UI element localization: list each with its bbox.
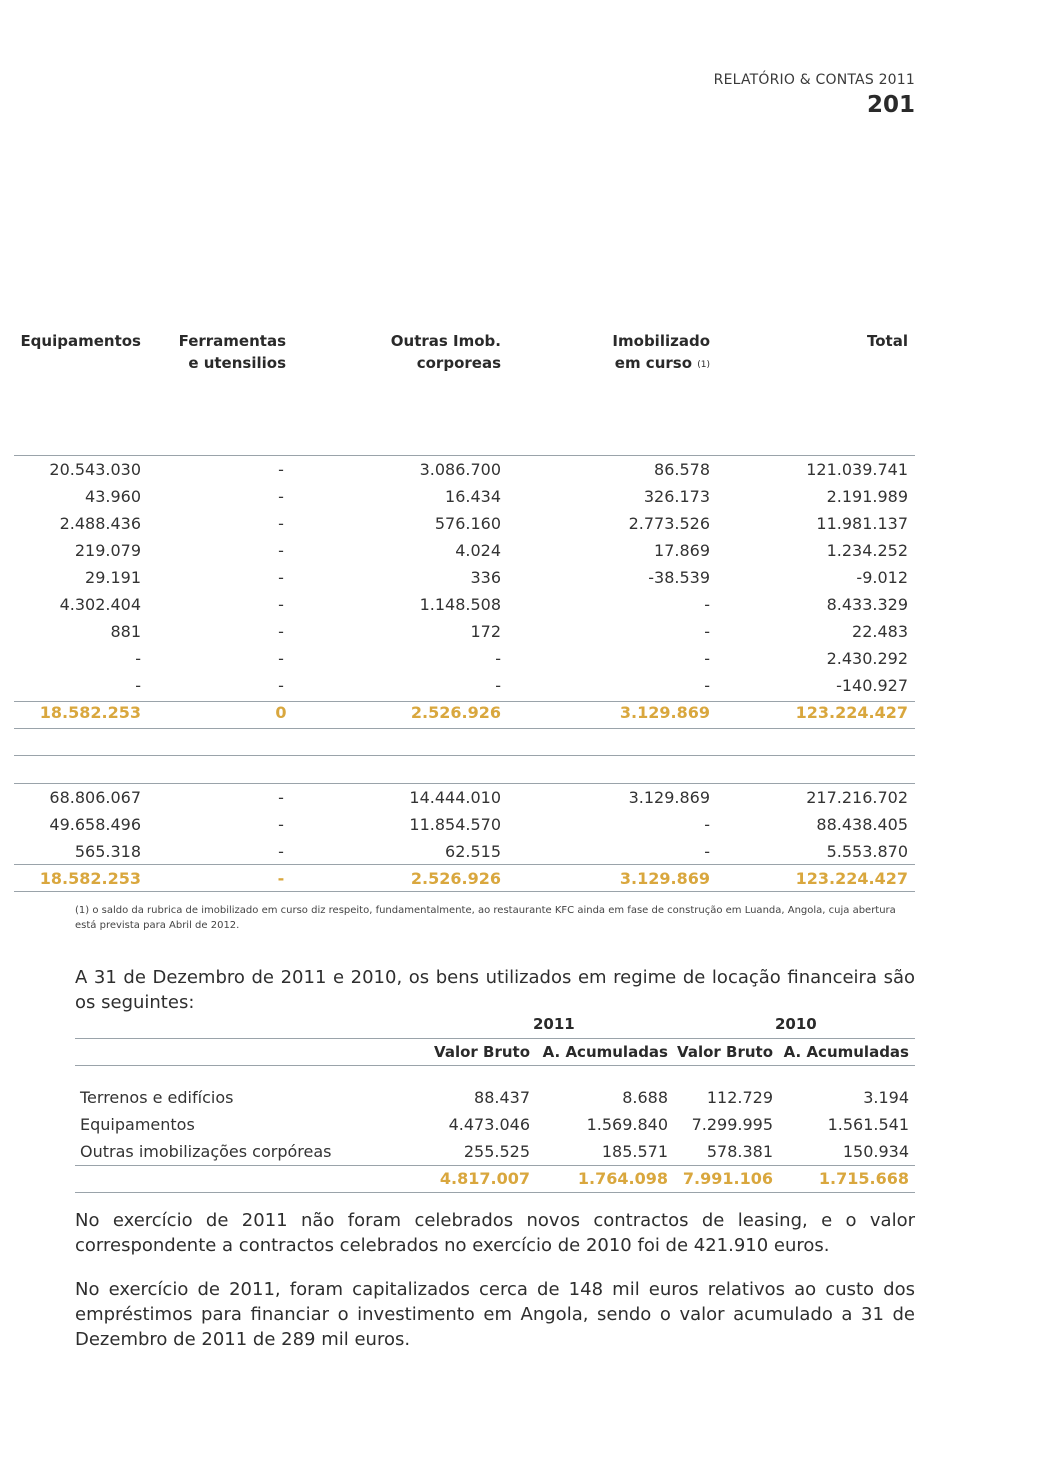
total-row [0, 699, 1039, 726]
paragraph-capitalized: No exercício de 2011, foram capitalizados cerca de 148 mil euros relativos ao custo dos empréstimos para financiar o investimento em Angola, sendo o valor acumulado a 31 de Dezembro de 2011 de 289 mil euros. [75, 1279, 915, 1350]
table-cell: - [135, 649, 141, 668]
table-row [0, 564, 1039, 591]
table-cell: 217.216.702 [806, 788, 908, 807]
table-cell: 1.234.252 [826, 541, 908, 560]
table-cell: 16.434 [445, 487, 501, 506]
table-cell: 2.488.436 [59, 514, 141, 533]
table-cell: Equipamentos [80, 1115, 195, 1134]
table-cell: - [277, 869, 285, 888]
table-row [0, 510, 1039, 537]
table-cell: 565.318 [74, 842, 141, 861]
table-cell: 88.437 [474, 1088, 530, 1107]
total-row [0, 865, 1039, 892]
sub-header-acumuladas-2010: A. Acumuladas [783, 1043, 909, 1061]
table-cell: - [278, 842, 284, 861]
table-cell: - [278, 788, 284, 807]
col-header-outras-imob: Outras Imob. corporeas [390, 332, 501, 372]
table-cell: 2.526.926 [410, 703, 501, 722]
table-cell: 86.578 [654, 460, 710, 479]
table-cell: 4.024 [455, 541, 501, 560]
table-cell: 255.525 [463, 1142, 530, 1161]
table-cell: - [495, 649, 501, 668]
table-cell: 121.039.741 [806, 460, 908, 479]
rule-line [14, 755, 915, 756]
table-cell: 3.129.869 [619, 869, 710, 888]
table-cell: 185.571 [601, 1142, 668, 1161]
rule-line [75, 1038, 915, 1039]
table-cell: -140.927 [836, 676, 908, 695]
col-header-equipamentos: Equipamentos [20, 332, 141, 350]
table-cell: 3.129.869 [628, 788, 710, 807]
table-cell: 68.806.067 [49, 788, 141, 807]
table-cell: 43.960 [85, 487, 141, 506]
table-cell: 123.224.427 [795, 869, 908, 888]
table-cell: 18.582.253 [39, 703, 141, 722]
table-cell: - [135, 676, 141, 695]
table-cell: 4.473.046 [448, 1115, 530, 1134]
table-cell: 2.430.292 [826, 649, 908, 668]
col-header-ferramentas: Ferramentas e utensilios [178, 332, 286, 372]
table-cell: - [278, 541, 284, 560]
table-cell: - [704, 815, 710, 834]
table-cell: - [278, 649, 284, 668]
footnote: (1) o saldo da rubrica de imobilizado em curso diz respeito, fundamentalmente, ao restaurante KFC ainda em fase de construção em Luanda, Angola, cuja abertura está prevista para Abril de 2012. [75, 905, 896, 931]
col-header-imobilizado: Imobilizado em curso $^{(1)}$ [612, 332, 710, 372]
table-cell: 219.079 [74, 541, 141, 560]
table-cell: -38.539 [648, 568, 710, 587]
table-row [75, 1138, 915, 1165]
table-cell: 172 [470, 622, 501, 641]
table-cell: - [278, 487, 284, 506]
table-row [0, 811, 1039, 838]
table-cell: 4.302.404 [59, 595, 141, 614]
table-cell: 22.483 [852, 622, 908, 641]
total-row [75, 1165, 915, 1192]
table-cell: 2.191.989 [826, 487, 908, 506]
table-cell: 3.194 [863, 1088, 909, 1107]
table-cell: 150.934 [842, 1142, 909, 1161]
table-cell: 4.817.007 [439, 1169, 530, 1188]
table-cell: 14.444.010 [409, 788, 501, 807]
table-cell: - [278, 460, 284, 479]
rule-line [75, 1165, 915, 1166]
table-cell: - [278, 595, 284, 614]
paragraph-intro: A 31 de Dezembro de 2011 e 2010, os bens utilizados em regime de locação financeira são os seguintes: [75, 967, 915, 1013]
col-header-total: Total [867, 332, 908, 350]
table-row [0, 591, 1039, 618]
table-cell: - [278, 622, 284, 641]
sub-header-acumuladas-2011: A. Acumuladas [542, 1043, 668, 1061]
table-cell: - [278, 676, 284, 695]
rule-line [75, 1065, 915, 1066]
table-cell: 1.569.840 [586, 1115, 668, 1134]
paragraph-leasing: No exercício de 2011 não foram celebrados novos contractos de leasing, e o valor correspondente a contractos celebrados no exercício de 2010 foi de 421.910 euros. [75, 1210, 915, 1256]
table-cell: 578.381 [706, 1142, 773, 1161]
table-cell: 17.869 [654, 541, 710, 560]
table-cell: - [704, 595, 710, 614]
table-cell: 2.526.926 [410, 869, 501, 888]
table-row [0, 618, 1039, 645]
table-cell: 49.658.496 [49, 815, 141, 834]
table-cell: 1.148.508 [419, 595, 501, 614]
table-cell: - [704, 622, 710, 641]
table-row [0, 483, 1039, 510]
table-cell: 29.191 [85, 568, 141, 587]
table-cell: 7.991.106 [682, 1169, 773, 1188]
table-cell: - [278, 815, 284, 834]
table-cell: 11.854.570 [409, 815, 501, 834]
sub-header-valor-bruto-2010: Valor Bruto [677, 1043, 773, 1061]
table-cell: -9.012 [856, 568, 908, 587]
table-bottom-block [0, 784, 1039, 892]
table-cell: 3.086.700 [419, 460, 501, 479]
table-cell: - [704, 649, 710, 668]
table-cell: 18.582.253 [39, 869, 141, 888]
table-row [0, 537, 1039, 564]
table-cell: 112.729 [706, 1088, 773, 1107]
table-cell: 1.764.098 [577, 1169, 668, 1188]
table-row [0, 456, 1039, 483]
year-header-2011: 2011 [533, 1015, 575, 1033]
table-cell: Outras imobilizações corpóreas [80, 1142, 332, 1161]
table-cell: 62.515 [445, 842, 501, 861]
table-row [0, 838, 1039, 865]
table-cell: 0 [275, 703, 287, 722]
table-cell: 8.688 [622, 1088, 668, 1107]
page-number: 201 [866, 92, 915, 118]
rule-line [75, 1192, 915, 1193]
table-cell: 2.773.526 [628, 514, 710, 533]
table-cell: 8.433.329 [826, 595, 908, 614]
table-cell: - [495, 676, 501, 695]
table-cell: 11.981.137 [816, 514, 908, 533]
table-cell: 123.224.427 [795, 703, 908, 722]
table-cell: 7.299.995 [691, 1115, 773, 1134]
table-cell: 20.543.030 [49, 460, 141, 479]
table-cell: 1.715.668 [818, 1169, 909, 1188]
table-cell: Terrenos e edifícios [80, 1088, 234, 1107]
table-cell: - [278, 568, 284, 587]
table-cell: - [704, 842, 710, 861]
table-cell: 88.438.405 [816, 815, 908, 834]
table-row [0, 672, 1039, 699]
table-cell: 5.553.870 [826, 842, 908, 861]
table-cell: - [278, 514, 284, 533]
table-cell: - [704, 676, 710, 695]
table-cell: 326.173 [643, 487, 710, 506]
table-top-block [0, 456, 1039, 726]
table-cell: 3.129.869 [619, 703, 710, 722]
table-cell: 1.561.541 [827, 1115, 909, 1134]
table-row [75, 1111, 915, 1138]
rule-line [14, 728, 915, 729]
table-cell: 336 [470, 568, 501, 587]
footnote-marker: (1) [697, 360, 710, 370]
sub-header-valor-bruto-2011: Valor Bruto [434, 1043, 530, 1061]
report-title: RELATÓRIO & CONTAS 2011 [713, 72, 915, 88]
table-row [0, 784, 1039, 811]
year-header-2010: 2010 [775, 1015, 817, 1033]
table-row [75, 1084, 915, 1111]
table-cell: 576.160 [434, 514, 501, 533]
table-row [0, 645, 1039, 672]
table-cell: 881 [110, 622, 141, 641]
